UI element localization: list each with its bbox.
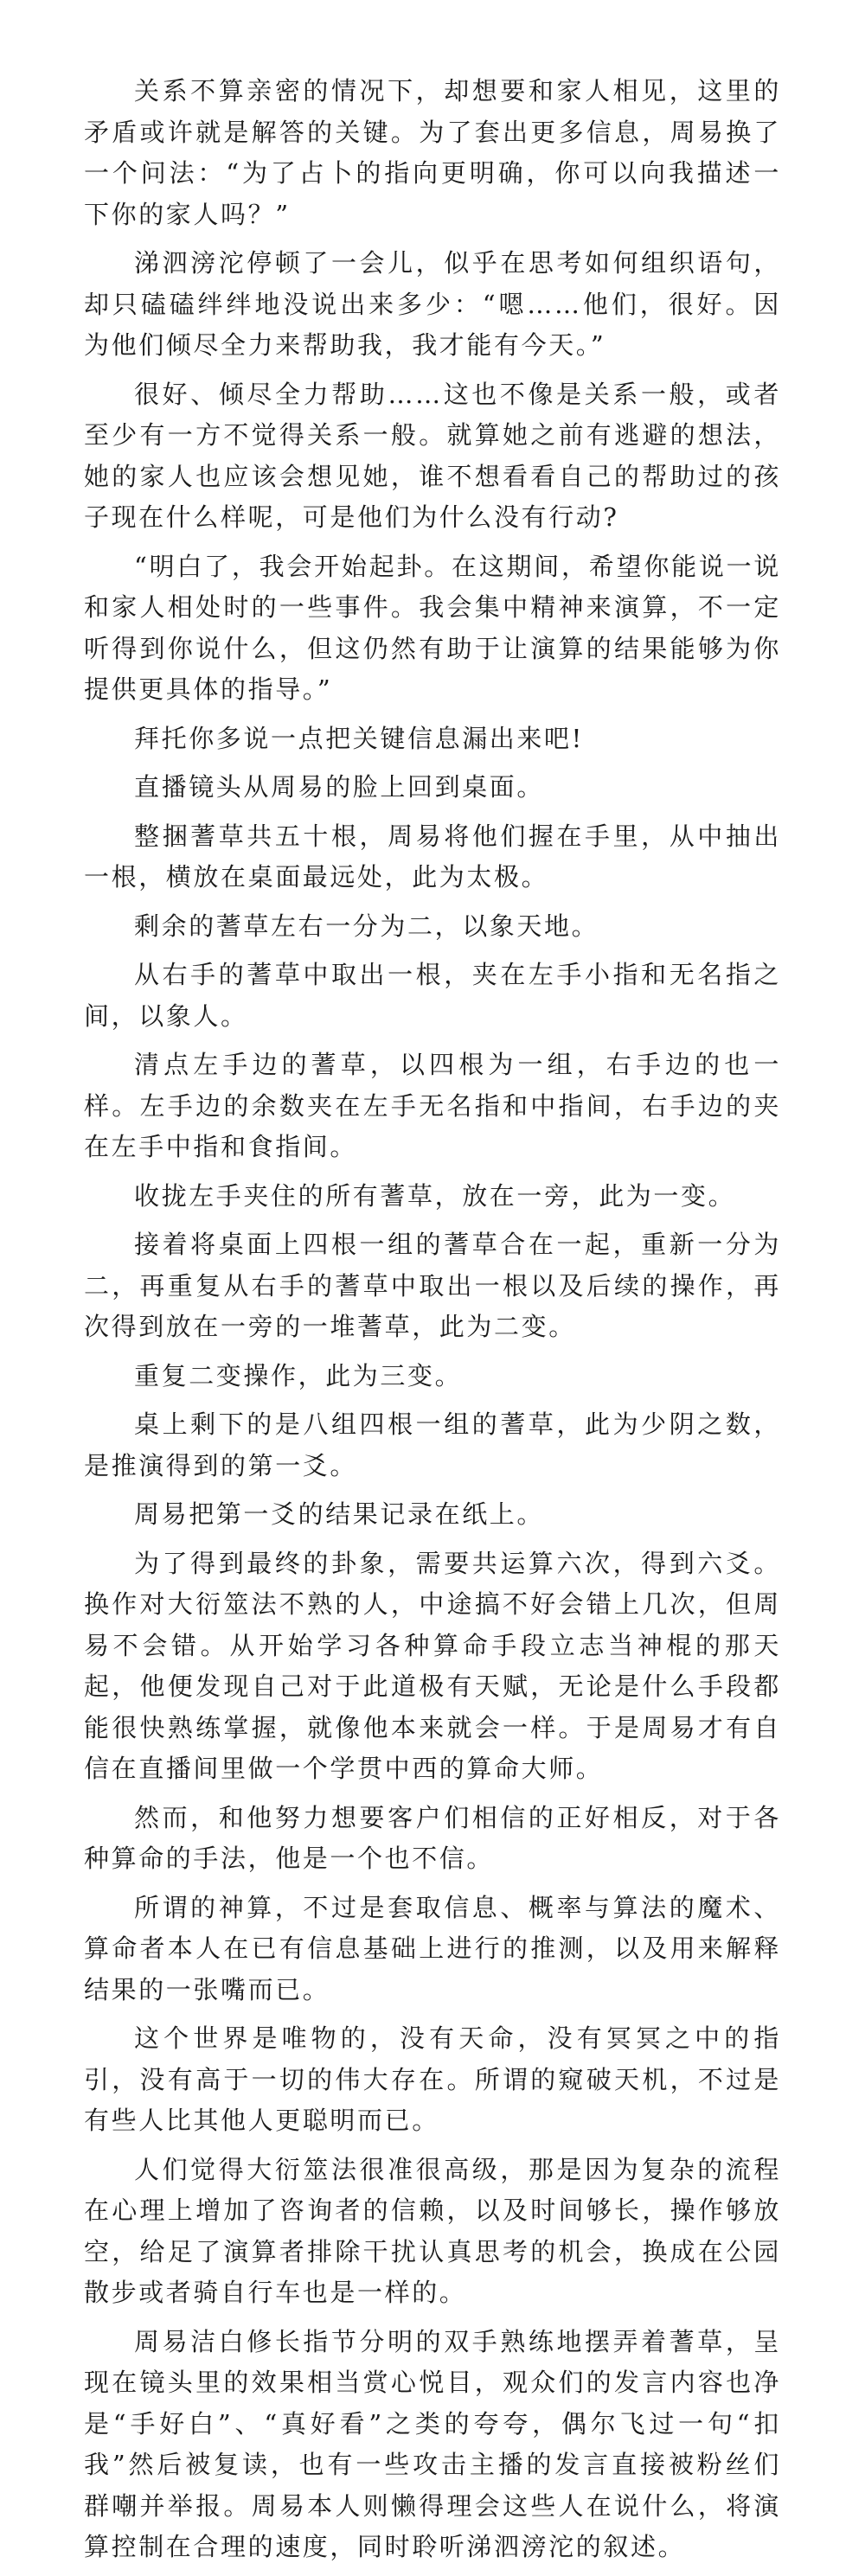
paragraph: 周易把第一爻的结果记录在纸上。 [134,1499,545,1529]
paragraph: 收拢左手夹住的所有蓍草，放在一旁，此为一变。 [134,1180,736,1211]
paragraph: 所谓的神算，不过是套取信息、概率与算法的魔术、算命者本人在已有信息基础上进行的推测，以及用来解释结果的一张嘴而已。 [84,1892,781,2004]
paragraph: 清点左手边的蓍草，以四根为一组，右手边的也一样。左手边的余数夹在左手无名指和中指间，右手边的夹在左手中指和食指间。 [84,1050,781,1161]
paragraph: 直播镜头从周易的脸上回到桌面。 [134,772,545,802]
paragraph: 人们觉得大衍筮法很准很高级，那是因为复杂的流程在心理上增加了咨询者的信赖，以及时间够长，操作够放空，给足了演算者排除干扰认真思考的机会，换成在公园散步或者骑自行车也是一样的。 [84,2154,781,2307]
paragraph: 涕泗滂沱停顿了一会儿，似乎在思考如何组织语句，却只磕磕绊绊地没说出来多少：“嗯……他们，很好。因为他们倾尽全力来帮助我，我才能有今天。” [84,248,781,360]
paragraph: 重复二变操作，此为三变。 [134,1360,463,1390]
paragraph: 关系不算亲密的情况下，却想要和家人相见，这里的矛盾或许就是解答的关键。为了套出更多信息，周易换了一个问法：“为了占卜的指向更明确，你可以向我描述一下你的家人吗？” [84,76,781,229]
article-body [84,71,781,2576]
paragraph: 剩余的蓍草左右一分为二，以象天地。 [134,911,599,941]
paragraph: 整捆蓍草共五十根，周易将他们握在手里，从中抽出一根，横放在桌面最远处，此为太极。 [84,821,781,892]
paragraph: “明白了，我会开始起卦。在这期间，希望你能说一说和家人相处时的一些事件。我会集中精神来演算，不一定听得到你说什么，但这仍然有助于让演算的结果能够为你提供更具体的指导。” [84,551,781,704]
paragraph: 桌上剩下的是八组四根一组的蓍草，此为少阴之数，是推演得到的第一爻。 [84,1409,781,1480]
paragraph: 从右手的蓍草中取出一根，夹在左手小指和无名指之间，以象人。 [84,960,781,1031]
paragraph: 接着将桌面上四根一组的蓍草合在一起，重新一分为二，再重复从右手的蓍草中取出一根以及后续的操作，再次得到放在一旁的一堆蓍草，此为二变。 [84,1230,781,1341]
paragraph: 然而，和他努力想要客户们相信的正好相反，对于各种算命的手法，他是一个也不信。 [84,1802,781,1873]
paragraph: 周易洁白修长指节分明的双手熟练地摆弄着蓍草，呈现在镜头里的效果相当赏心悦目，观众们的发言内容也净是“手好白”、“真好看”之类的夸夸，偶尔飞过一句“扣我”然后被复读，也有一些攻击主播的发言直接被粉丝们群嘲并举报。周易本人则懒得理会这些人在说什么，将演算控制在合理的速度，同时聆听涕泗滂沱的叙述。 [84,2326,781,2561]
paragraph: 为了得到最终的卦象，需要共运算六次，得到六爻。换作对大衍筮法不熟的人，中途搞不好会错上几次，但周易不会错。从开始学习各种算命手段立志当神棍的那天起，他便发现自己对于此道极有天赋，无论是什么手段都能很快熟练掌握，就像他本来就会一样。于是周易才有自信在直播间里做一个学贯中西的算命大师。 [84,1548,781,1783]
paragraph: 拜托你多说一点把关键信息漏出来吧! [134,723,584,753]
paragraph: 很好、倾尽全力帮助……这也不像是关系一般，或者至少有一方不觉得关系一般。就算她之前有逃避的想法，她的家人也应该会想见她，谁不想看看自己的帮助过的孩子现在什么样呢，可是他们为什么没有行动? [84,379,781,532]
paragraph: 这个世界是唯物的，没有天命，没有冥冥之中的指引，没有高于一切的伟大存在。所谓的窥破天机，不过是有些人比其他人更聪明而已。 [84,2023,781,2135]
